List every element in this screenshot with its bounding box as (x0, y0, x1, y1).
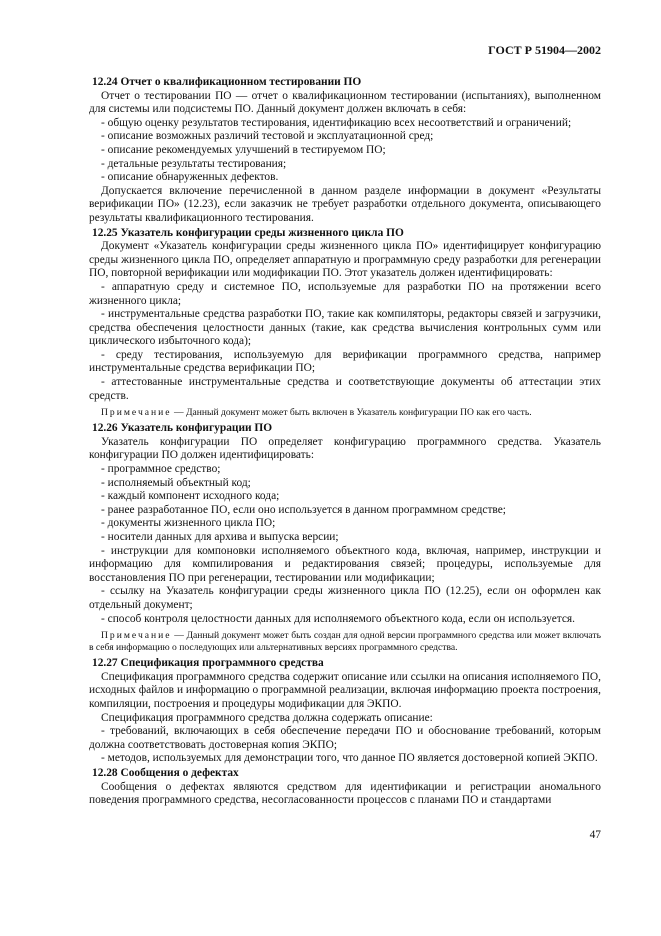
list-item: - ранее разработанное ПО, если оно используется в данном программном средстве; (101, 503, 506, 516)
list-item: - документы жизненного цикла ПО; (101, 517, 276, 530)
page-content (89, 75, 601, 808)
list-item: - способ контроля целостности данных для исполняемого объектного кода, если он используется. (101, 612, 576, 625)
section-title-12-27: 12.27 Спецификация программного средства (92, 657, 324, 670)
section-title-12-25: 12.25 Указатель конфигурации среды жизненного цикла ПО (92, 226, 404, 239)
note-text: — Данный документ может быть включен в Указатель конфигурации ПО как его часть. (171, 407, 532, 419)
list-item: - ссылку на Указатель конфигурации среды жизненного цикла ПО (12.25), если он оформлен как отдельный документ; (89, 585, 601, 611)
paragraph: Сообщения о дефектах являются средством для идентификации и регистрации аномального поведения программного средства, несогласованности процессов с планами ПО и стандартами (89, 780, 601, 807)
paragraph: Спецификация программного средства должна содержать описание: (101, 711, 433, 724)
list-item: - описание обнаруженных дефектов. (101, 171, 279, 184)
note-text: — Данный документ может быть создан для одной версии программного средства или может включать в себя информацию о последующих или альтернативных версиях программного средства. (89, 630, 601, 654)
page-number: 47 (589, 829, 601, 841)
note-label: Примечание (101, 630, 172, 642)
list-item: - носители данных для архива и выпуска версии; (101, 531, 339, 543)
paragraph: Спецификация программного средства содержит описание или ссылки на описания исполняемого ПО, исходных файлов и информацию о программной реализации, включая информацию проекта построения, компиляции, построения и процедуры модификации для ЭКПО. (89, 670, 601, 710)
section-title-12-26: 12.26 Указатель конфигурации ПО (92, 422, 273, 435)
list-item: - программное средство; (101, 463, 221, 476)
list-item: - требований, включающих в себя обеспечение передачи ПО и обоснование требований, которым должна соответствовать достоверная копия ЭКПО; (89, 725, 601, 751)
paragraph: Указатель конфигурации ПО определяет конфигурацию программного средства. Указатель конфигурации ПО должен идентифицировать: (89, 435, 601, 462)
section-title-12-24: 12.24 Отчет о квалификационном тестировании ПО (92, 76, 362, 88)
paragraph: Документ «Указатель конфигурации среды жизненного цикла ПО» идентифицирует конфигурацию среды жизненного цикла ПО, определяет аппаратную и программную среду разработки для регенерации ПО, повторной верификации или модификации ПО. Этот указатель должен идентифицировать: (89, 240, 601, 280)
list-item: - методов, используемых для демонстрации того, что данное ПО является достоверной копией ЭКПО. (101, 752, 598, 765)
note (89, 630, 601, 654)
list-item: - аттестованные инструментальные средства и соответствующие документы об аттестации этих средств. (89, 376, 601, 402)
section-title-12-28: 12.28 Сообщения о дефектах (92, 766, 239, 779)
list-item: - исполняемый объектный код; (101, 476, 251, 489)
list-item: - описание рекомендуемых улучшений в тестируемом ПО; (101, 143, 386, 156)
paragraph: Допускается включение перечисленной в данном разделе информации в документ «Результаты верификации ПО» (12.23), если заказчик не требует разработки отдельного документа, описывающего результаты квалификационного тестирования. (89, 184, 601, 224)
list-item: - среду тестирования, используемую для верификации программного средства, например инструментальные средства верификации ПО; (89, 348, 601, 375)
note (89, 407, 601, 419)
note-label: Примечание (101, 407, 172, 419)
standard-header: ГОСТ Р 51904—2002 (488, 43, 601, 57)
list-item: - аппаратную среду и системное ПО, используемые для разработки ПО на протяжении всего жизненного цикла; (89, 280, 601, 307)
list-item: - инструментальные средства разработки ПО, такие как компиляторы, редакторы связей и загрузчики, средства обеспечения целостности данных (такие, как средства вычисления контрольных сумм или циклического избыточного кода); (89, 308, 601, 348)
list-item: - детальные результаты тестирования; (101, 157, 287, 170)
list-item: - описание возможных различий тестовой и эксплуатационной сред; (101, 130, 434, 143)
list-item: - каждый компонент исходного кода; (101, 490, 280, 503)
list-item: - инструкции для компоновки исполняемого объектного кода, включая, например, инструкции и информацию для компилирования и редактирования связей; процедуры, используемые для восстановления ПО при регенерации, тестировании или модификации; (89, 544, 601, 584)
paragraph: Отчет о тестировании ПО — отчет о квалификационном тестировании (испытаниях), выполненном для системы или подсистемы ПО. Данный документ должен включать в себя: (89, 89, 601, 116)
list-item: - общую оценку результатов тестирования, идентификацию всех несоответствий и ограничений; (101, 116, 572, 129)
